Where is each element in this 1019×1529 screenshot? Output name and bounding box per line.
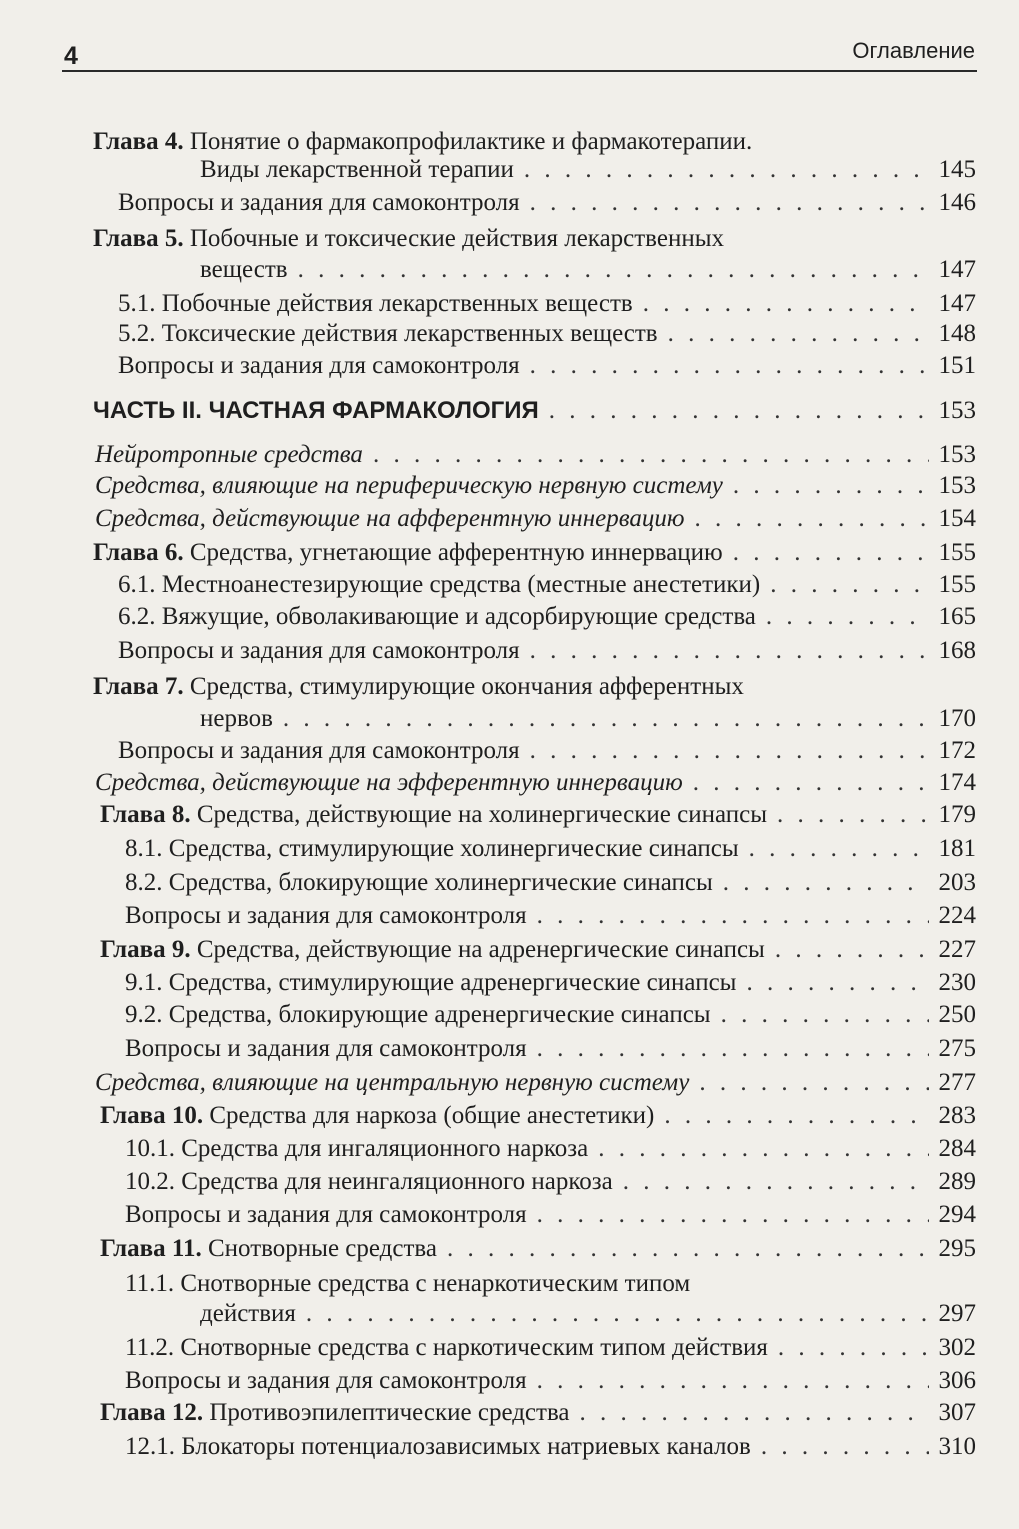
page-ref: 147	[938, 290, 976, 317]
page-ref: 230	[938, 969, 976, 996]
page-number: 4	[64, 42, 78, 70]
entry-title: Средства, действующие на афферентную иннервацию	[95, 505, 685, 532]
toc-entry	[125, 1132, 976, 1166]
toc-entry	[125, 966, 976, 1000]
entry-title: Средства, влияющие на периферическую нервную систему	[95, 472, 723, 499]
toc-entry	[95, 766, 976, 800]
page-ref: 151	[938, 352, 976, 379]
toc-entry	[95, 438, 976, 472]
toc-entry	[200, 702, 976, 736]
toc-entry	[125, 1198, 976, 1232]
toc-entry	[125, 1430, 976, 1464]
dot-leader	[770, 568, 928, 602]
page-ref: 181	[938, 835, 976, 862]
toc-entry	[125, 832, 976, 866]
toc-entry	[118, 634, 976, 668]
entry-title: ЧАСТЬ II. ЧАСТНАЯ ФАРМАКОЛОГИЯ	[93, 397, 539, 424]
page-ref: 302	[938, 1334, 976, 1361]
entry-title: Средства, действующие на адренергические синапсы	[196, 936, 765, 963]
page-ref: 179	[938, 801, 976, 828]
page-ref: 295	[938, 1235, 976, 1262]
entry-title: Средства, влияющие на центральную нервную систему	[95, 1069, 690, 1096]
dot-leader	[723, 866, 929, 900]
toc-entry	[100, 798, 976, 832]
chapter-label: Глава 7.	[93, 673, 190, 700]
page-ref: 174	[938, 769, 976, 796]
toc-entry	[100, 1099, 976, 1133]
toc-entry	[93, 222, 976, 256]
toc-entry	[118, 186, 976, 220]
toc-entry	[118, 568, 976, 602]
toc-entry	[125, 1267, 976, 1301]
entry-title: 5.1. Побочные действия лекарственных веществ	[118, 290, 633, 317]
page-ref: 172	[938, 737, 976, 764]
running-head: Оглавление	[852, 38, 975, 63]
dot-leader	[668, 317, 929, 351]
toc-entry	[125, 866, 976, 900]
chapter-label: Глава 9.	[100, 936, 197, 963]
toc-entry	[93, 670, 976, 704]
dot-leader	[766, 600, 929, 634]
page-ref: 294	[938, 1201, 976, 1228]
entry-title: Средства, действующие на холинергические синапсы	[196, 801, 768, 828]
chapter-label: Глава 12.	[100, 1399, 210, 1426]
page-ref: 145	[938, 156, 976, 183]
dot-leader	[598, 1132, 928, 1166]
entry-title: Средства для наркоза (общие анестетики)	[209, 1102, 655, 1129]
entry-title: 9.1. Средства, стимулирующие адренергические синапсы	[125, 969, 737, 996]
dot-leader	[530, 634, 929, 668]
entry-title: Вопросы и задания для самоконтроля	[118, 352, 520, 379]
toc-entry	[93, 536, 976, 570]
chapter-label: Глава 10.	[100, 1102, 210, 1129]
page-ref: 154	[938, 505, 976, 532]
entry-title: Вопросы и задания для самоконтроля	[125, 1035, 527, 1062]
page-ref: 224	[938, 902, 976, 929]
entry-title: действия	[200, 1300, 296, 1327]
page-ref: 155	[938, 539, 976, 566]
entry-title: Средства, угнетающие афферентную иннервацию	[189, 539, 723, 566]
chapter-label: Глава 4.	[93, 128, 190, 155]
page-ref: 306	[938, 1367, 976, 1394]
toc-entry	[100, 1232, 976, 1266]
toc-entry	[125, 998, 976, 1032]
page-ref: 203	[938, 869, 976, 896]
page-ref: 307	[938, 1399, 976, 1426]
entry-title: Нейротропные средства	[95, 441, 363, 468]
dot-leader	[306, 1297, 929, 1331]
entry-title: Вопросы и задания для самоконтроля	[125, 902, 527, 929]
entry-title: 8.1. Средства, стимулирующие холинергические синапсы	[125, 835, 739, 862]
toc-entry	[95, 502, 976, 536]
entry-title: 11.2. Снотворные средства с наркотическим типом действия	[125, 1334, 768, 1361]
dot-leader	[733, 469, 929, 503]
dot-leader	[447, 1232, 929, 1266]
page-ref: 275	[938, 1035, 976, 1062]
toc-entry	[200, 1297, 976, 1331]
page-ref: 284	[938, 1135, 976, 1162]
dot-leader	[537, 899, 929, 933]
page-ref: 153	[938, 472, 976, 499]
entry-title: 6.1. Местноанестезирующие средства (местные анестетики)	[118, 571, 761, 598]
dot-leader	[283, 702, 929, 736]
page-ref: 250	[938, 1001, 976, 1028]
page-ref: 289	[938, 1168, 976, 1195]
entry-title: Вопросы и задания для самоконтроля	[125, 1201, 527, 1228]
entry-title: веществ	[200, 256, 288, 283]
page-ref: 148	[938, 320, 976, 347]
dot-leader	[530, 734, 929, 768]
entry-title: 9.2. Средства, блокирующие адренергические синапсы	[125, 1001, 711, 1028]
toc-entry	[93, 394, 976, 428]
entry-title: Средства, действующие на эфферентную иннервацию	[95, 769, 683, 796]
toc-entry	[125, 1032, 976, 1066]
toc-entry	[100, 933, 976, 967]
toc-entry	[118, 349, 976, 383]
entry-title: 8.2. Средства, блокирующие холинергические синапсы	[125, 869, 713, 896]
dot-leader	[537, 1198, 929, 1232]
entry-title: Понятие о фармакопрофилактике и фармакотерапии.	[189, 128, 753, 155]
dot-leader	[777, 798, 928, 832]
toc-entry	[200, 253, 976, 287]
toc-entry	[200, 153, 976, 187]
entry-title: Противоэпилептические средства	[209, 1399, 570, 1426]
entry-title: нервов	[200, 705, 273, 732]
entry-title: Вопросы и задания для самоконтроля	[118, 189, 520, 216]
chapter-label: Глава 11.	[100, 1235, 208, 1262]
toc-entry	[100, 1396, 976, 1430]
dot-leader	[695, 502, 929, 536]
toc-entry	[125, 1165, 976, 1199]
entry-title: Побочные и токсические действия лекарственных	[189, 225, 724, 252]
dot-leader	[537, 1364, 929, 1398]
toc-entry	[125, 1364, 976, 1398]
dot-leader	[623, 1165, 929, 1199]
entry-title: Средства, стимулирующие окончания афферентных	[189, 673, 744, 700]
entry-title: Виды лекарственной терапии	[200, 156, 514, 183]
toc-entry	[95, 469, 976, 503]
dot-leader	[580, 1396, 929, 1430]
page-ref: 146	[938, 189, 976, 216]
entry-title: 12.1. Блокаторы потенциалозависимых натриевых каналов	[125, 1433, 751, 1460]
dot-leader	[746, 966, 928, 1000]
page-ref: 297	[938, 1300, 976, 1327]
dot-leader	[643, 287, 929, 321]
entry-title: 10.1. Средства для ингаляционного наркоза	[125, 1135, 589, 1162]
dot-leader	[733, 536, 929, 570]
dot-leader	[761, 1430, 929, 1464]
page-ref: 227	[938, 936, 976, 963]
toc-entry	[118, 287, 976, 321]
dot-leader	[721, 998, 929, 1032]
page-ref: 165	[938, 603, 976, 630]
page-header	[62, 34, 977, 72]
dot-leader	[298, 253, 929, 287]
toc-entry	[95, 1066, 976, 1100]
dot-leader	[749, 832, 929, 866]
chapter-label: Глава 8.	[100, 801, 197, 828]
page-ref: 147	[938, 256, 976, 283]
dot-leader	[664, 1099, 928, 1133]
toc-entry	[118, 317, 976, 351]
chapter-label: Глава 5.	[93, 225, 190, 252]
chapter-label: Глава 6.	[93, 539, 190, 566]
page-ref: 277	[938, 1069, 976, 1096]
entry-title: 6.2. Вяжущие, обволакивающие и адсорбирующие средства	[118, 603, 756, 630]
page-ref: 153	[938, 397, 976, 424]
toc-entry	[118, 734, 976, 768]
dot-leader	[530, 349, 929, 383]
toc-entry	[125, 899, 976, 933]
dot-leader	[775, 933, 929, 967]
entry-title: Вопросы и задания для самоконтроля	[125, 1367, 527, 1394]
dot-leader	[549, 394, 929, 428]
entry-title: Снотворные средства	[207, 1235, 437, 1262]
toc-entry	[118, 600, 976, 634]
toc-entry	[125, 1331, 976, 1365]
dot-leader	[537, 1032, 929, 1066]
entry-title: 10.2. Средства для неингаляционного наркоза	[125, 1168, 613, 1195]
page-ref: 155	[938, 571, 976, 598]
entry-title: Вопросы и задания для самоконтроля	[118, 637, 520, 664]
entry-title: Вопросы и задания для самоконтроля	[118, 737, 520, 764]
dot-leader	[699, 1066, 928, 1100]
entry-title: 5.2. Токсические действия лекарственных веществ	[118, 320, 658, 347]
entry-title: 11.1. Снотворные средства с ненаркотическим типом	[125, 1270, 691, 1297]
dot-leader	[693, 766, 929, 800]
page-ref: 153	[938, 441, 976, 468]
dot-leader	[373, 438, 929, 472]
page-ref: 283	[938, 1102, 976, 1129]
dot-leader	[524, 153, 929, 187]
page-ref: 310	[938, 1433, 976, 1460]
dot-leader	[530, 186, 929, 220]
page-ref: 168	[938, 637, 976, 664]
dot-leader	[778, 1331, 929, 1365]
page-ref: 170	[938, 705, 976, 732]
